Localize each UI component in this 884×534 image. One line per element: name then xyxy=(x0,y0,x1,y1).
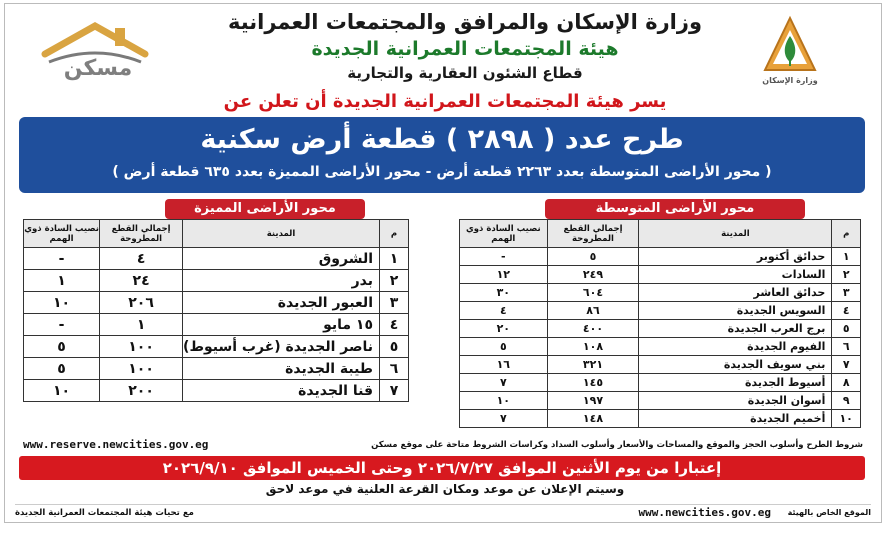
cell-share: ١٠ xyxy=(460,392,548,410)
cell-total: ٢٠٠ xyxy=(100,380,183,402)
table-row xyxy=(24,358,409,380)
cell-total: ٤ xyxy=(100,248,183,270)
draw-notice: وسيتم الإعلان عن موعد ومكان القرعة العلنية في موعد لاحق xyxy=(265,482,625,496)
dates-bar: إعتبارا من يوم الأثنين الموافق ٢٠٢٦/٧/٢٧ وحتى الخميس الموافق ٢٠٢٦/٩/١٠ xyxy=(19,456,865,480)
cell-no: ١ xyxy=(380,248,409,270)
medium-ribbon: محور الأراضى المتوسطة xyxy=(545,199,805,219)
cell-share: ١٠ xyxy=(24,292,100,314)
cell-share: - xyxy=(460,248,548,266)
cell-city: الشروق xyxy=(183,248,380,270)
col-share: نصيب السادة ذوي الهمم xyxy=(460,220,548,248)
table-row xyxy=(24,292,409,314)
cell-total: ٥ xyxy=(547,248,639,266)
terms-line xyxy=(23,438,863,454)
ministry-emblem-caption: وزارة الإسكان xyxy=(762,76,818,85)
cell-no: ١ xyxy=(832,248,861,266)
col-no: م xyxy=(380,220,409,248)
cell-share: ١٠ xyxy=(24,380,100,402)
cell-no: ٤ xyxy=(380,314,409,336)
footer-line xyxy=(15,504,871,521)
cell-no: ٤ xyxy=(832,302,861,320)
maskan-logo-text: مسكن xyxy=(63,56,133,81)
advertisement xyxy=(4,3,882,523)
cell-share: ٧ xyxy=(460,410,548,428)
table-row xyxy=(460,266,861,284)
reserve-url[interactable]: www.reserve.newcities.gov.eg xyxy=(23,438,209,451)
cell-share: ٥ xyxy=(24,358,100,380)
offer-banner xyxy=(19,117,865,193)
cell-city: السويس الجديدة xyxy=(639,302,832,320)
cell-city: بني سويف الجديدة xyxy=(639,356,832,374)
cell-total: ١٤٥ xyxy=(547,374,639,392)
table-row xyxy=(24,380,409,402)
table-row xyxy=(460,320,861,338)
cell-total: ١٠٠ xyxy=(100,358,183,380)
cell-city: ١٥ مايو xyxy=(183,314,380,336)
cell-no: ١٠ xyxy=(832,410,861,428)
cell-no: ٦ xyxy=(832,338,861,356)
offer-subtitle: ( محور الأراضى المتوسطة بعدد ٢٢٦٣ قطعة أرض - محور الأراضى المميزة بعدد ٦٣٥ قطعة أرض ) xyxy=(112,164,772,180)
col-share: نصيب السادة ذوي الهمم xyxy=(24,220,100,248)
cell-city: بدر xyxy=(183,270,380,292)
table-row xyxy=(460,410,861,428)
table-row xyxy=(24,270,409,292)
cell-no: ٢ xyxy=(380,270,409,292)
site-label: الموقع الخاص بالهيئة xyxy=(787,508,871,517)
cell-city: قنا الجديدة xyxy=(183,380,380,402)
cell-city: العبور الجديدة xyxy=(183,292,380,314)
cell-city: طيبة الجديدة xyxy=(183,358,380,380)
table-row xyxy=(460,392,861,410)
table-row xyxy=(460,284,861,302)
cell-city: حدائق العاشر xyxy=(639,284,832,302)
cell-city: السادات xyxy=(639,266,832,284)
cell-no: ٣ xyxy=(832,284,861,302)
cell-share: ٥ xyxy=(24,336,100,358)
table-row xyxy=(460,356,861,374)
sector-title: قطاع الشئون العقارية والتجارية xyxy=(347,64,583,82)
table-row xyxy=(460,374,861,392)
medium-lands-table xyxy=(459,219,861,428)
col-total: إجمالي القطع المطروحة xyxy=(100,220,183,248)
cell-total: ٣٢١ xyxy=(547,356,639,374)
cell-no: ٥ xyxy=(832,320,861,338)
table-row xyxy=(24,336,409,358)
cell-total: ١٩٧ xyxy=(547,392,639,410)
cell-total: ١٠٨ xyxy=(547,338,639,356)
cell-total: ١٠٠ xyxy=(100,336,183,358)
cell-total: ٢٤ xyxy=(100,270,183,292)
announcement-line: يسر هيئة المجتمعات العمرانية الجديدة أن تعلن عن xyxy=(223,91,667,112)
table-row xyxy=(24,314,409,336)
cell-no: ٧ xyxy=(832,356,861,374)
col-city: المدينة xyxy=(639,220,832,248)
ministry-title: وزارة الإسكان والمرافق والمجتمعات العمرانية xyxy=(227,10,703,34)
cell-no: ٨ xyxy=(832,374,861,392)
regards-text: مع تحيات هيئة المجتمعات العمرانية الجديدة xyxy=(15,508,194,518)
table-row xyxy=(460,248,861,266)
cell-share: ١٢ xyxy=(460,266,548,284)
cell-city: أسيوط الجديدة xyxy=(639,374,832,392)
terms-text: شروط الطرح وأسلوب الحجز والموقع والمساحات والأسعار وأسلوب السداد وكراسات الشروط متاحة على موقع مسكن xyxy=(371,440,863,450)
col-city: المدينة xyxy=(183,220,380,248)
site-url[interactable]: www.newcities.gov.eg xyxy=(638,506,771,519)
table-row xyxy=(460,302,861,320)
cell-city: أخميم الجديدة xyxy=(639,410,832,428)
offer-title: طرح عدد ( ٢٨٩٨ ) قطعة أرض سكنية xyxy=(200,124,684,155)
cell-total: ٢٤٩ xyxy=(547,266,639,284)
cell-city: أسوان الجديدة xyxy=(639,392,832,410)
cell-share: ١٦ xyxy=(460,356,548,374)
cell-no: ٧ xyxy=(380,380,409,402)
cell-no: ٣ xyxy=(380,292,409,314)
cell-share: - xyxy=(24,314,100,336)
authority-title: هيئة المجتمعات العمرانية الجديدة xyxy=(311,38,619,60)
cell-share: ٤ xyxy=(460,302,548,320)
cell-total: ٦٠٤ xyxy=(547,284,639,302)
cell-share: ١ xyxy=(24,270,100,292)
cell-share: ٣٠ xyxy=(460,284,548,302)
cell-share: ٧ xyxy=(460,374,548,392)
cell-no: ٩ xyxy=(832,392,861,410)
premium-ribbon: محور الأراضى المميزة xyxy=(165,199,365,219)
cell-total: ١ xyxy=(100,314,183,336)
premium-lands-table xyxy=(23,219,409,402)
cell-city: ناصر الجديدة (غرب أسيوط) xyxy=(183,336,380,358)
cell-share: ٥ xyxy=(460,338,548,356)
col-no: م xyxy=(832,220,861,248)
cell-total: ٤٠٠ xyxy=(547,320,639,338)
cell-no: ٦ xyxy=(380,358,409,380)
cell-no: ٥ xyxy=(380,336,409,358)
cell-total: ١٤٨ xyxy=(547,410,639,428)
cell-total: ٢٠٦ xyxy=(100,292,183,314)
cell-city: برج العرب الجديدة xyxy=(639,320,832,338)
cell-share: ٢٠ xyxy=(460,320,548,338)
table-row xyxy=(460,338,861,356)
table-row xyxy=(24,248,409,270)
cell-city: الفيوم الجديدة xyxy=(639,338,832,356)
cell-total: ٨٦ xyxy=(547,302,639,320)
cell-city: حدائق أكتوبر xyxy=(639,248,832,266)
cell-share: - xyxy=(24,248,100,270)
cell-no: ٢ xyxy=(832,266,861,284)
col-total: إجمالي القطع المطروحة xyxy=(547,220,639,248)
